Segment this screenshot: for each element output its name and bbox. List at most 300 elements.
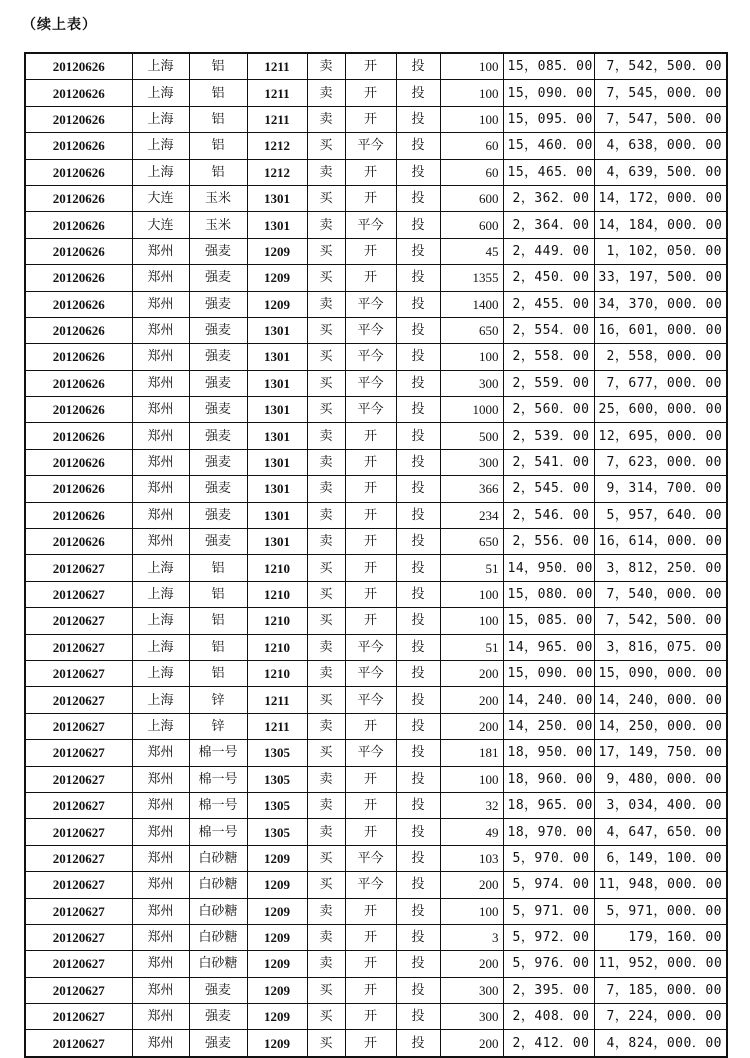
exchange-cell: 郑州: [132, 397, 189, 423]
table-row: [25, 608, 727, 634]
exchange-cell: 上海: [132, 133, 189, 159]
side-cell: 卖: [307, 53, 345, 80]
table-row: [25, 581, 727, 607]
quantity-cell: 200: [440, 1030, 503, 1057]
contract-cell: 1211: [247, 687, 307, 713]
open-close-cell: 开: [345, 951, 396, 977]
table-row: [25, 740, 727, 766]
table-row: [25, 529, 727, 555]
hedge-cell: 投: [396, 872, 440, 898]
contract-cell: 1301: [247, 529, 307, 555]
table-row: [25, 449, 727, 475]
quantity-cell: 60: [440, 133, 503, 159]
amount-cell: 7，542，500．00: [594, 608, 727, 634]
table-continued-caption: （续上表）: [22, 17, 97, 33]
trade-date-cell: 20120626: [25, 423, 132, 449]
hedge-cell: 投: [396, 133, 440, 159]
product-cell: 强麦: [189, 397, 247, 423]
quantity-cell: 100: [440, 53, 503, 80]
table-row: [25, 951, 727, 977]
open-close-cell: 开: [345, 608, 396, 634]
product-cell: 铝: [189, 660, 247, 686]
trade-date-cell: 20120627: [25, 951, 132, 977]
trade-date-cell: 20120626: [25, 106, 132, 132]
amount-cell: 4，647，650．00: [594, 819, 727, 845]
product-cell: 棉一号: [189, 766, 247, 792]
contract-cell: 1301: [247, 344, 307, 370]
price-cell: 2，560．00: [503, 397, 594, 423]
table-row: [25, 80, 727, 106]
table-row: [25, 476, 727, 502]
price-cell: 2，559．00: [503, 370, 594, 396]
amount-cell: 16，601，000．00: [594, 317, 727, 343]
exchange-cell: 郑州: [132, 819, 189, 845]
hedge-cell: 投: [396, 370, 440, 396]
product-cell: 铝: [189, 133, 247, 159]
hedge-cell: 投: [396, 397, 440, 423]
open-close-cell: 开: [345, 476, 396, 502]
price-cell: 2，362．00: [503, 185, 594, 211]
contract-cell: 1305: [247, 740, 307, 766]
amount-cell: 15，090，000．00: [594, 660, 727, 686]
amount-cell: 14，250，000．00: [594, 713, 727, 739]
open-close-cell: 平今: [345, 872, 396, 898]
side-cell: 卖: [307, 898, 345, 924]
open-close-cell: 开: [345, 766, 396, 792]
quantity-cell: 234: [440, 502, 503, 528]
contract-cell: 1305: [247, 792, 307, 818]
open-close-cell: 开: [345, 1004, 396, 1030]
exchange-cell: 郑州: [132, 951, 189, 977]
table-row: [25, 819, 727, 845]
exchange-cell: 郑州: [132, 529, 189, 555]
quantity-cell: 200: [440, 951, 503, 977]
open-close-cell: 平今: [345, 317, 396, 343]
trade-date-cell: 20120626: [25, 529, 132, 555]
open-close-cell: 平今: [345, 397, 396, 423]
hedge-cell: 投: [396, 951, 440, 977]
product-cell: 强麦: [189, 344, 247, 370]
table-row: [25, 1030, 727, 1057]
product-cell: 强麦: [189, 977, 247, 1003]
amount-cell: 4，639，500．00: [594, 159, 727, 185]
trade-date-cell: 20120627: [25, 740, 132, 766]
hedge-cell: 投: [396, 713, 440, 739]
exchange-cell: 郑州: [132, 370, 189, 396]
trade-date-cell: 20120627: [25, 555, 132, 581]
hedge-cell: 投: [396, 634, 440, 660]
exchange-cell: 上海: [132, 581, 189, 607]
trade-date-cell: 20120627: [25, 766, 132, 792]
trade-date-cell: 20120626: [25, 133, 132, 159]
trade-date-cell: 20120627: [25, 660, 132, 686]
price-cell: 2，455．00: [503, 291, 594, 317]
price-cell: 14，250．00: [503, 713, 594, 739]
side-cell: 买: [307, 1030, 345, 1057]
open-close-cell: 开: [345, 1030, 396, 1057]
price-cell: 18，960．00: [503, 766, 594, 792]
side-cell: 卖: [307, 766, 345, 792]
quantity-cell: 100: [440, 80, 503, 106]
quantity-cell: 500: [440, 423, 503, 449]
product-cell: 强麦: [189, 476, 247, 502]
open-close-cell: 开: [345, 80, 396, 106]
product-cell: 棉一号: [189, 819, 247, 845]
exchange-cell: 郑州: [132, 977, 189, 1003]
open-close-cell: 平今: [345, 133, 396, 159]
table-row: [25, 555, 727, 581]
open-close-cell: 开: [345, 106, 396, 132]
side-cell: 卖: [307, 423, 345, 449]
price-cell: 2，412．00: [503, 1030, 594, 1057]
amount-cell: 16，614，000．00: [594, 529, 727, 555]
trade-date-cell: 20120626: [25, 449, 132, 475]
side-cell: 卖: [307, 449, 345, 475]
contract-cell: 1209: [247, 951, 307, 977]
side-cell: 卖: [307, 502, 345, 528]
contract-cell: 1209: [247, 265, 307, 291]
trade-date-cell: 20120627: [25, 898, 132, 924]
product-cell: 铝: [189, 159, 247, 185]
price-cell: 14，240．00: [503, 687, 594, 713]
side-cell: 买: [307, 555, 345, 581]
hedge-cell: 投: [396, 476, 440, 502]
open-close-cell: 平今: [345, 370, 396, 396]
amount-cell: 34，370，000．00: [594, 291, 727, 317]
table-row: [25, 265, 727, 291]
trade-date-cell: 20120626: [25, 317, 132, 343]
product-cell: 铝: [189, 581, 247, 607]
price-cell: 2，539．00: [503, 423, 594, 449]
amount-cell: 3，034，400．00: [594, 792, 727, 818]
amount-cell: 17，149，750．00: [594, 740, 727, 766]
open-close-cell: 开: [345, 423, 396, 449]
quantity-cell: 32: [440, 792, 503, 818]
amount-cell: 14，184，000．00: [594, 212, 727, 238]
product-cell: 铝: [189, 106, 247, 132]
trade-date-cell: 20120627: [25, 1004, 132, 1030]
trade-date-cell: 20120627: [25, 1030, 132, 1057]
quantity-cell: 1400: [440, 291, 503, 317]
quantity-cell: 366: [440, 476, 503, 502]
price-cell: 15，465．00: [503, 159, 594, 185]
table-row: [25, 397, 727, 423]
table-row: [25, 502, 727, 528]
table-row: [25, 423, 727, 449]
contract-cell: 1210: [247, 581, 307, 607]
open-close-cell: 平今: [345, 291, 396, 317]
side-cell: 买: [307, 185, 345, 211]
trade-date-cell: 20120627: [25, 872, 132, 898]
table-row: [25, 185, 727, 211]
open-close-cell: 开: [345, 581, 396, 607]
contract-cell: 1209: [247, 924, 307, 950]
amount-cell: 179，160．00: [594, 924, 727, 950]
amount-cell: 2，558，000．00: [594, 344, 727, 370]
table-row: [25, 660, 727, 686]
side-cell: 卖: [307, 634, 345, 660]
hedge-cell: 投: [396, 449, 440, 475]
open-close-cell: 平今: [345, 687, 396, 713]
amount-cell: 25，600，000．00: [594, 397, 727, 423]
amount-cell: 9，314，700．00: [594, 476, 727, 502]
open-close-cell: 平今: [345, 845, 396, 871]
trade-date-cell: 20120626: [25, 476, 132, 502]
hedge-cell: 投: [396, 660, 440, 686]
side-cell: 买: [307, 370, 345, 396]
quantity-cell: 100: [440, 766, 503, 792]
amount-cell: 7，547，500．00: [594, 106, 727, 132]
exchange-cell: 大连: [132, 185, 189, 211]
hedge-cell: 投: [396, 212, 440, 238]
trade-date-cell: 20120626: [25, 185, 132, 211]
contract-cell: 1211: [247, 713, 307, 739]
open-close-cell: 开: [345, 53, 396, 80]
quantity-cell: 51: [440, 555, 503, 581]
trade-date-cell: 20120626: [25, 212, 132, 238]
side-cell: 买: [307, 845, 345, 871]
amount-cell: 9，480，000．00: [594, 766, 727, 792]
exchange-cell: 上海: [132, 106, 189, 132]
hedge-cell: 投: [396, 185, 440, 211]
product-cell: 棉一号: [189, 740, 247, 766]
price-cell: 5，971．00: [503, 898, 594, 924]
table-row: [25, 370, 727, 396]
product-cell: 锌: [189, 713, 247, 739]
contract-cell: 1305: [247, 819, 307, 845]
trade-date-cell: 20120627: [25, 634, 132, 660]
table-row: [25, 291, 727, 317]
exchange-cell: 郑州: [132, 898, 189, 924]
amount-cell: 7，540，000．00: [594, 581, 727, 607]
exchange-cell: 上海: [132, 80, 189, 106]
hedge-cell: 投: [396, 344, 440, 370]
open-close-cell: 开: [345, 265, 396, 291]
quantity-cell: 100: [440, 608, 503, 634]
amount-cell: 7，542，500．00: [594, 53, 727, 80]
trade-date-cell: 20120626: [25, 238, 132, 264]
hedge-cell: 投: [396, 106, 440, 132]
trade-date-cell: 20120627: [25, 924, 132, 950]
table-row: [25, 1004, 727, 1030]
product-cell: 白砂糖: [189, 845, 247, 871]
open-close-cell: 开: [345, 555, 396, 581]
quantity-cell: 200: [440, 687, 503, 713]
price-cell: 2，408．00: [503, 1004, 594, 1030]
exchange-cell: 郑州: [132, 740, 189, 766]
trade-date-cell: 20120626: [25, 344, 132, 370]
exchange-cell: 大连: [132, 212, 189, 238]
exchange-cell: 郑州: [132, 423, 189, 449]
open-close-cell: 开: [345, 713, 396, 739]
table-row: [25, 159, 727, 185]
trade-date-cell: 20120626: [25, 370, 132, 396]
side-cell: 买: [307, 133, 345, 159]
quantity-cell: 200: [440, 872, 503, 898]
product-cell: 强麦: [189, 1004, 247, 1030]
hedge-cell: 投: [396, 581, 440, 607]
price-cell: 2，395．00: [503, 977, 594, 1003]
exchange-cell: 上海: [132, 634, 189, 660]
product-cell: 强麦: [189, 423, 247, 449]
amount-cell: 12，695，000．00: [594, 423, 727, 449]
exchange-cell: 郑州: [132, 317, 189, 343]
hedge-cell: 投: [396, 159, 440, 185]
product-cell: 锌: [189, 687, 247, 713]
amount-cell: 1，102，050．00: [594, 238, 727, 264]
table-row: [25, 317, 727, 343]
contract-cell: 1211: [247, 106, 307, 132]
contract-cell: 1209: [247, 1004, 307, 1030]
side-cell: 卖: [307, 792, 345, 818]
side-cell: 买: [307, 397, 345, 423]
contract-cell: 1209: [247, 1030, 307, 1057]
table-row: [25, 872, 727, 898]
product-cell: 强麦: [189, 449, 247, 475]
contract-cell: 1210: [247, 608, 307, 634]
exchange-cell: 郑州: [132, 792, 189, 818]
product-cell: 强麦: [189, 238, 247, 264]
table-row: [25, 766, 727, 792]
open-close-cell: 开: [345, 819, 396, 845]
price-cell: 18，965．00: [503, 792, 594, 818]
product-cell: 强麦: [189, 291, 247, 317]
quantity-cell: 300: [440, 449, 503, 475]
price-cell: 5，972．00: [503, 924, 594, 950]
side-cell: 卖: [307, 106, 345, 132]
side-cell: 卖: [307, 291, 345, 317]
table-row: [25, 212, 727, 238]
hedge-cell: 投: [396, 265, 440, 291]
open-close-cell: 平今: [345, 212, 396, 238]
contract-cell: 1301: [247, 397, 307, 423]
hedge-cell: 投: [396, 845, 440, 871]
price-cell: 18，950．00: [503, 740, 594, 766]
product-cell: 棉一号: [189, 792, 247, 818]
exchange-cell: 郑州: [132, 291, 189, 317]
hedge-cell: 投: [396, 423, 440, 449]
hedge-cell: 投: [396, 238, 440, 264]
exchange-cell: 郑州: [132, 344, 189, 370]
amount-cell: 6，149，100．00: [594, 845, 727, 871]
table-row: [25, 924, 727, 950]
trade-date-cell: 20120626: [25, 80, 132, 106]
amount-cell: 7，623，000．00: [594, 449, 727, 475]
product-cell: 强麦: [189, 317, 247, 343]
contract-cell: 1209: [247, 872, 307, 898]
price-cell: 15，080．00: [503, 581, 594, 607]
hedge-cell: 投: [396, 819, 440, 845]
hedge-cell: 投: [396, 291, 440, 317]
table-row: [25, 344, 727, 370]
trade-date-cell: 20120626: [25, 159, 132, 185]
table-row: [25, 713, 727, 739]
open-close-cell: 平今: [345, 660, 396, 686]
amount-cell: 3，812，250．00: [594, 555, 727, 581]
trade-date-cell: 20120626: [25, 53, 132, 80]
exchange-cell: 郑州: [132, 476, 189, 502]
price-cell: 15，460．00: [503, 133, 594, 159]
quantity-cell: 1355: [440, 265, 503, 291]
open-close-cell: 平今: [345, 634, 396, 660]
trade-date-cell: 20120627: [25, 713, 132, 739]
product-cell: 白砂糖: [189, 924, 247, 950]
trade-date-cell: 20120626: [25, 265, 132, 291]
contract-cell: 1209: [247, 977, 307, 1003]
open-close-cell: 开: [345, 502, 396, 528]
contract-cell: 1301: [247, 502, 307, 528]
exchange-cell: 上海: [132, 555, 189, 581]
amount-cell: 3，816，075．00: [594, 634, 727, 660]
exchange-cell: 郑州: [132, 238, 189, 264]
trade-date-cell: 20120626: [25, 291, 132, 317]
hedge-cell: 投: [396, 740, 440, 766]
hedge-cell: 投: [396, 977, 440, 1003]
trade-date-cell: 20120627: [25, 792, 132, 818]
open-close-cell: 平今: [345, 740, 396, 766]
contract-cell: 1210: [247, 660, 307, 686]
table-row: [25, 106, 727, 132]
hedge-cell: 投: [396, 555, 440, 581]
contract-cell: 1212: [247, 159, 307, 185]
contract-cell: 1211: [247, 80, 307, 106]
product-cell: 强麦: [189, 529, 247, 555]
price-cell: 2，556．00: [503, 529, 594, 555]
contract-cell: 1209: [247, 238, 307, 264]
hedge-cell: 投: [396, 687, 440, 713]
quantity-cell: 300: [440, 977, 503, 1003]
amount-cell: 7，545，000．00: [594, 80, 727, 106]
product-cell: 铝: [189, 608, 247, 634]
side-cell: 卖: [307, 159, 345, 185]
hedge-cell: 投: [396, 53, 440, 80]
product-cell: 强麦: [189, 265, 247, 291]
contract-cell: 1212: [247, 133, 307, 159]
amount-cell: 11，952，000．00: [594, 951, 727, 977]
quantity-cell: 103: [440, 845, 503, 871]
exchange-cell: 郑州: [132, 845, 189, 871]
table-row: [25, 845, 727, 871]
hedge-cell: 投: [396, 1030, 440, 1057]
side-cell: 卖: [307, 80, 345, 106]
hedge-cell: 投: [396, 502, 440, 528]
open-close-cell: 平今: [345, 344, 396, 370]
side-cell: 卖: [307, 819, 345, 845]
hedge-cell: 投: [396, 80, 440, 106]
trade-date-cell: 20120627: [25, 581, 132, 607]
price-cell: 14，965．00: [503, 634, 594, 660]
trade-date-cell: 20120627: [25, 977, 132, 1003]
amount-cell: 4，824，000．00: [594, 1030, 727, 1057]
contract-cell: 1210: [247, 634, 307, 660]
exchange-cell: 郑州: [132, 265, 189, 291]
table-row: [25, 687, 727, 713]
quantity-cell: 100: [440, 344, 503, 370]
open-close-cell: 开: [345, 792, 396, 818]
quantity-cell: 60: [440, 159, 503, 185]
product-cell: 强麦: [189, 502, 247, 528]
side-cell: 买: [307, 608, 345, 634]
open-close-cell: 开: [345, 924, 396, 950]
product-cell: 白砂糖: [189, 872, 247, 898]
side-cell: 买: [307, 265, 345, 291]
table-row: [25, 634, 727, 660]
trade-date-cell: 20120627: [25, 845, 132, 871]
price-cell: 2，450．00: [503, 265, 594, 291]
hedge-cell: 投: [396, 792, 440, 818]
side-cell: 买: [307, 687, 345, 713]
price-cell: 2，364．00: [503, 212, 594, 238]
